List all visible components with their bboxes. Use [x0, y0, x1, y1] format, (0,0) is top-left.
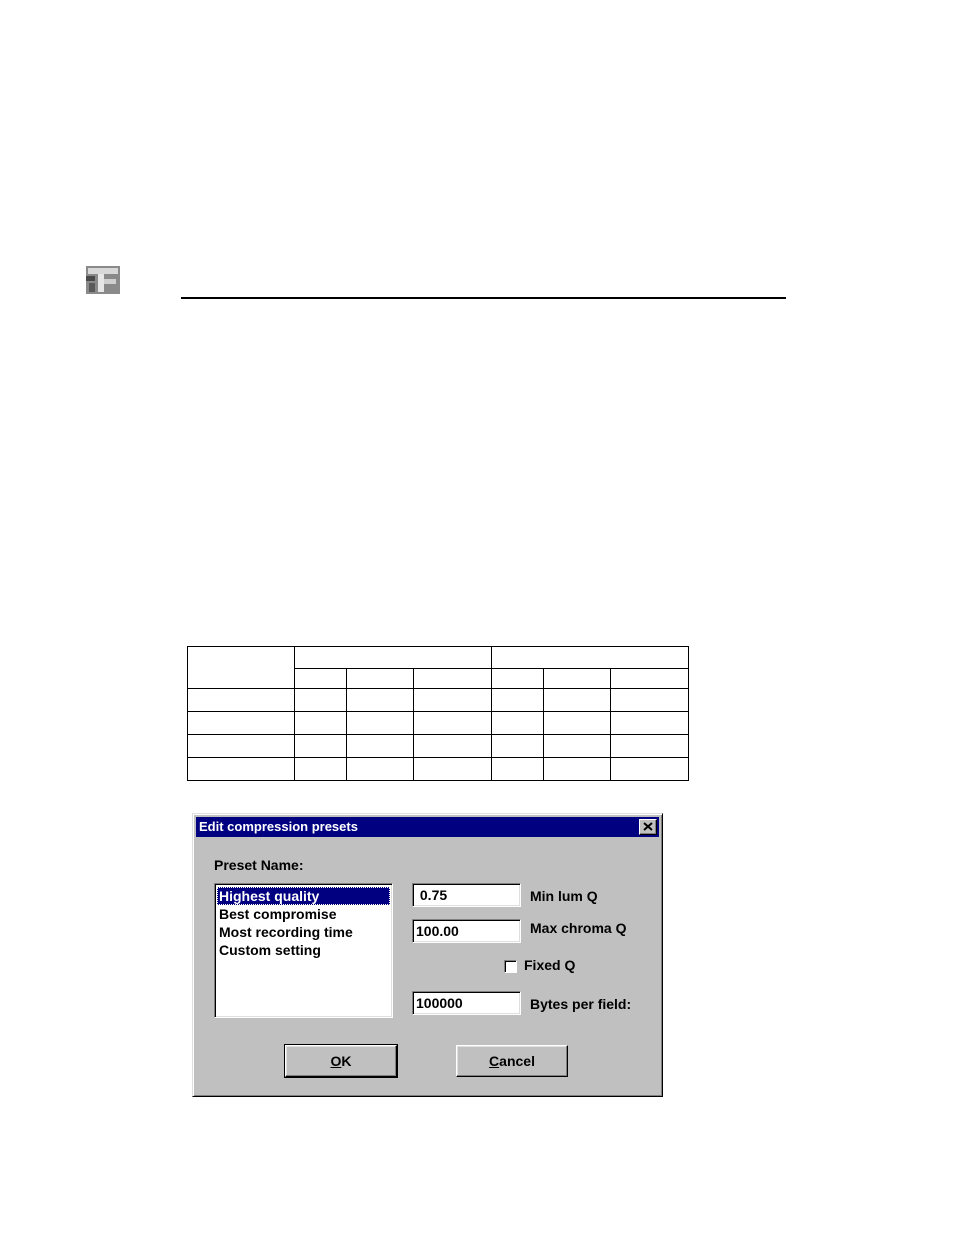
close-button[interactable] [639, 819, 657, 835]
list-item-best-compromise[interactable]: Best compromise [219, 906, 337, 922]
document-logo-icon [84, 264, 122, 296]
table-row [188, 758, 689, 781]
fixed-q-label[interactable]: Fixed Q [524, 957, 576, 973]
dialog-titlebar[interactable] [196, 817, 659, 837]
max-chroma-q-label: Max chroma Q [530, 920, 627, 936]
table-subheader-cell [492, 669, 544, 689]
list-item-highest-quality[interactable]: Highest quality [217, 887, 390, 905]
fixed-q-checkbox[interactable] [504, 960, 517, 973]
data-table [187, 646, 689, 781]
cancel-button[interactable] [456, 1045, 568, 1077]
table-row [188, 735, 689, 758]
close-icon [643, 822, 653, 831]
preset-listbox[interactable] [214, 883, 393, 1018]
table-row [188, 712, 689, 735]
table-subheader-cell [414, 669, 492, 689]
table-group-header [492, 647, 689, 669]
table-group-header [295, 647, 492, 669]
cancel-label-rest: ancel [499, 1053, 535, 1069]
bytes-per-field-input[interactable] [412, 991, 521, 1015]
list-item-custom-setting[interactable]: Custom setting [219, 942, 321, 958]
min-lum-q-input[interactable] [412, 883, 521, 907]
bytes-per-field-label: Bytes per field: [530, 996, 632, 1012]
dialog-title: Edit compression presets [199, 819, 358, 834]
cancel-mnemonic: C [489, 1053, 500, 1069]
table-row [188, 689, 689, 712]
max-chroma-q-input[interactable] [412, 919, 521, 943]
table-subheader-cell [347, 669, 414, 689]
ok-mnemonic: O [330, 1053, 342, 1069]
table-header-cell [188, 647, 295, 689]
table-subheader-cell [295, 669, 347, 689]
header-rule [181, 297, 786, 299]
preset-name-label: Preset Name: [214, 857, 304, 873]
min-lum-q-label: Min lum Q [530, 888, 598, 904]
table-subheader-cell [611, 669, 689, 689]
ok-button[interactable] [285, 1045, 397, 1077]
table-subheader-cell [544, 669, 611, 689]
edit-compression-presets-dialog [192, 813, 663, 1097]
list-item-most-recording-time[interactable]: Most recording time [219, 924, 353, 940]
ok-label-rest: K [341, 1053, 352, 1069]
